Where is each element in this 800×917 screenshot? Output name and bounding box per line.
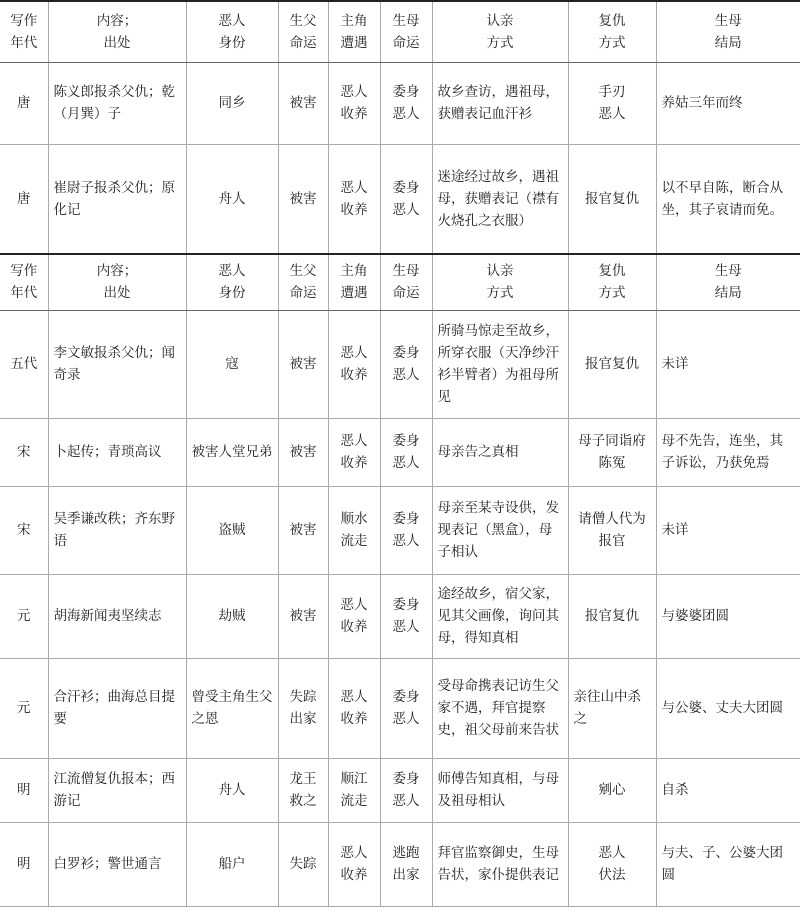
cell-father-fate: 被害 <box>278 574 328 658</box>
header-revenge-method: 复仇 方式 <box>568 254 656 310</box>
cell-recognition-method: 受母命携表记访生父家不遇，拜官提察史，祖父母前来告状 <box>432 658 568 758</box>
header-hero-experience: 主角 遭遇 <box>328 1 380 62</box>
cell-villain-identity: 盗贼 <box>186 486 278 574</box>
cell-hero-experience: 恶人 收养 <box>328 62 380 144</box>
cell-recognition-method: 母亲至某寺设供，发现表记（黑盒），母子相认 <box>432 486 568 574</box>
cell-content-source: 李文敏报杀父仇；闻奇录 <box>48 310 186 418</box>
cell-era: 唐 <box>0 62 48 144</box>
cell-mother-fate: 委身 恶人 <box>380 144 432 254</box>
header-villain-identity: 恶人 身份 <box>186 254 278 310</box>
cell-hero-experience: 恶人 收养 <box>328 144 380 254</box>
cell-mother-fate: 委身 恶人 <box>380 758 432 822</box>
cell-content-source: 江流僧复仇报本；西游记 <box>48 758 186 822</box>
cell-villain-identity: 寇 <box>186 310 278 418</box>
cell-father-fate: 被害 <box>278 62 328 144</box>
cell-recognition-method: 师傅告知真相，与母及祖母相认 <box>432 758 568 822</box>
header-father-fate: 生父 命运 <box>278 254 328 310</box>
cell-content-source: 陈义郎报杀父仇；乾（月巽）子 <box>48 62 186 144</box>
cell-revenge-method: 报官复仇 <box>568 144 656 254</box>
cell-mother-fate: 委身 恶人 <box>380 574 432 658</box>
cell-era: 宋 <box>0 486 48 574</box>
cell-era: 明 <box>0 758 48 822</box>
table-row <box>0 658 800 758</box>
header-villain-identity: 恶人 身份 <box>186 1 278 62</box>
header-revenge-method: 复仇 方式 <box>568 1 656 62</box>
cell-mother-fate: 委身 恶人 <box>380 310 432 418</box>
cell-revenge-method: 手刃 恶人 <box>568 62 656 144</box>
cell-hero-experience: 恶人 收养 <box>328 310 380 418</box>
cell-content-source: 合汗衫；曲海总目提要 <box>48 658 186 758</box>
cell-mother-ending: 未详 <box>656 486 800 574</box>
header-hero-experience: 主角 遭遇 <box>328 254 380 310</box>
table-row <box>0 486 800 574</box>
cell-father-fate: 被害 <box>278 144 328 254</box>
header-mother-fate: 生母 命运 <box>380 254 432 310</box>
cell-revenge-method: 报官复仇 <box>568 574 656 658</box>
cell-mother-ending: 未详 <box>656 310 800 418</box>
cell-father-fate: 失踪 出家 <box>278 658 328 758</box>
cell-revenge-method: 报官复仇 <box>568 310 656 418</box>
cell-mother-ending: 以不早自陈，断合从坐，其子哀请而免。 <box>656 144 800 254</box>
table-header-row <box>0 1 800 62</box>
cell-mother-ending: 与公婆、丈夫大团圆 <box>656 658 800 758</box>
cell-villain-identity: 劫贼 <box>186 574 278 658</box>
cell-hero-experience: 恶人 收养 <box>328 658 380 758</box>
header-mother-ending: 生母 结局 <box>656 1 800 62</box>
cell-era: 元 <box>0 574 48 658</box>
cell-recognition-method: 母亲告之真相 <box>432 418 568 486</box>
header-era: 写作 年代 <box>0 254 48 310</box>
cell-father-fate: 被害 <box>278 486 328 574</box>
cell-recognition-method: 故乡查访，遇祖母，获赠表记血汗衫 <box>432 62 568 144</box>
cell-content-source: 卜起传；青琐高议 <box>48 418 186 486</box>
cell-father-fate: 被害 <box>278 310 328 418</box>
table-row <box>0 310 800 418</box>
cell-villain-identity: 被害人堂兄弟 <box>186 418 278 486</box>
cell-father-fate: 龙王 救之 <box>278 758 328 822</box>
header-mother-fate: 生母 命运 <box>380 1 432 62</box>
cell-revenge-method: 母子同诣府陈冤 <box>568 418 656 486</box>
table-row <box>0 418 800 486</box>
cell-mother-fate: 委身 恶人 <box>380 418 432 486</box>
cell-revenge-method: 亲往山中杀之 <box>568 658 656 758</box>
cell-revenge-method: 恶人 伏法 <box>568 822 656 906</box>
cell-hero-experience: 顺水 流走 <box>328 486 380 574</box>
cell-mother-ending: 自杀 <box>656 758 800 822</box>
cell-era: 元 <box>0 658 48 758</box>
cell-father-fate: 被害 <box>278 418 328 486</box>
cell-hero-experience: 恶人 收养 <box>328 418 380 486</box>
cell-mother-fate: 逃跑 出家 <box>380 822 432 906</box>
table-row <box>0 144 800 254</box>
cell-revenge-method: 剜心 <box>568 758 656 822</box>
cell-content-source: 胡海新闻夷坚续志 <box>48 574 186 658</box>
cell-content-source: 白罗衫；警世通言 <box>48 822 186 906</box>
header-content-source: 内容； 出处 <box>48 1 186 62</box>
cell-era: 明 <box>0 822 48 906</box>
cell-villain-identity: 同乡 <box>186 62 278 144</box>
cell-mother-ending: 母不先告，连坐，其子诉讼，乃获免焉 <box>656 418 800 486</box>
header-content-source: 内容； 出处 <box>48 254 186 310</box>
cell-revenge-method: 请僧人代为报官 <box>568 486 656 574</box>
cell-mother-ending: 与夫、子、公婆大团圆 <box>656 822 800 906</box>
cell-era: 五代 <box>0 310 48 418</box>
table-row <box>0 822 800 906</box>
cell-villain-identity: 舟人 <box>186 144 278 254</box>
cell-villain-identity: 舟人 <box>186 758 278 822</box>
cell-mother-fate: 委身 恶人 <box>380 62 432 144</box>
cell-father-fate: 失踪 <box>278 822 328 906</box>
cell-mother-ending: 与婆婆团圆 <box>656 574 800 658</box>
table-header-row <box>0 254 800 310</box>
header-mother-ending: 生母 结局 <box>656 254 800 310</box>
cell-hero-experience: 恶人 收养 <box>328 574 380 658</box>
cell-mother-fate: 委身 恶人 <box>380 486 432 574</box>
cell-recognition-method: 迷途经过故乡，遇祖母，获赠表记（襟有火烧孔之衣服） <box>432 144 568 254</box>
header-recognition-method: 认亲 方式 <box>432 1 568 62</box>
cell-recognition-method: 途经故乡，宿父家，见其父画像，询问其母，得知真相 <box>432 574 568 658</box>
cell-mother-ending: 养姑三年而终 <box>656 62 800 144</box>
cell-mother-fate: 委身 恶人 <box>380 658 432 758</box>
cell-hero-experience: 顺江 流走 <box>328 758 380 822</box>
cell-villain-identity: 船户 <box>186 822 278 906</box>
cell-recognition-method: 所骑马惊走至故乡，所穿衣服（天净纱汗衫半臂者）为祖母所见 <box>432 310 568 418</box>
cell-content-source: 吴季谦改秩；齐东野语 <box>48 486 186 574</box>
table-row <box>0 758 800 822</box>
table-row <box>0 574 800 658</box>
cell-content-source: 崔尉子报杀父仇；原化记 <box>48 144 186 254</box>
cell-era: 唐 <box>0 144 48 254</box>
cell-hero-experience: 恶人 收养 <box>328 822 380 906</box>
header-father-fate: 生父 命运 <box>278 1 328 62</box>
cell-era: 宋 <box>0 418 48 486</box>
table-row <box>0 62 800 144</box>
cell-recognition-method: 拜官监察御史，生母告状，家仆提供表记 <box>432 822 568 906</box>
cell-villain-identity: 曾受主角生父之恩 <box>186 658 278 758</box>
header-era: 写作 年代 <box>0 1 48 62</box>
header-recognition-method: 认亲 方式 <box>432 254 568 310</box>
